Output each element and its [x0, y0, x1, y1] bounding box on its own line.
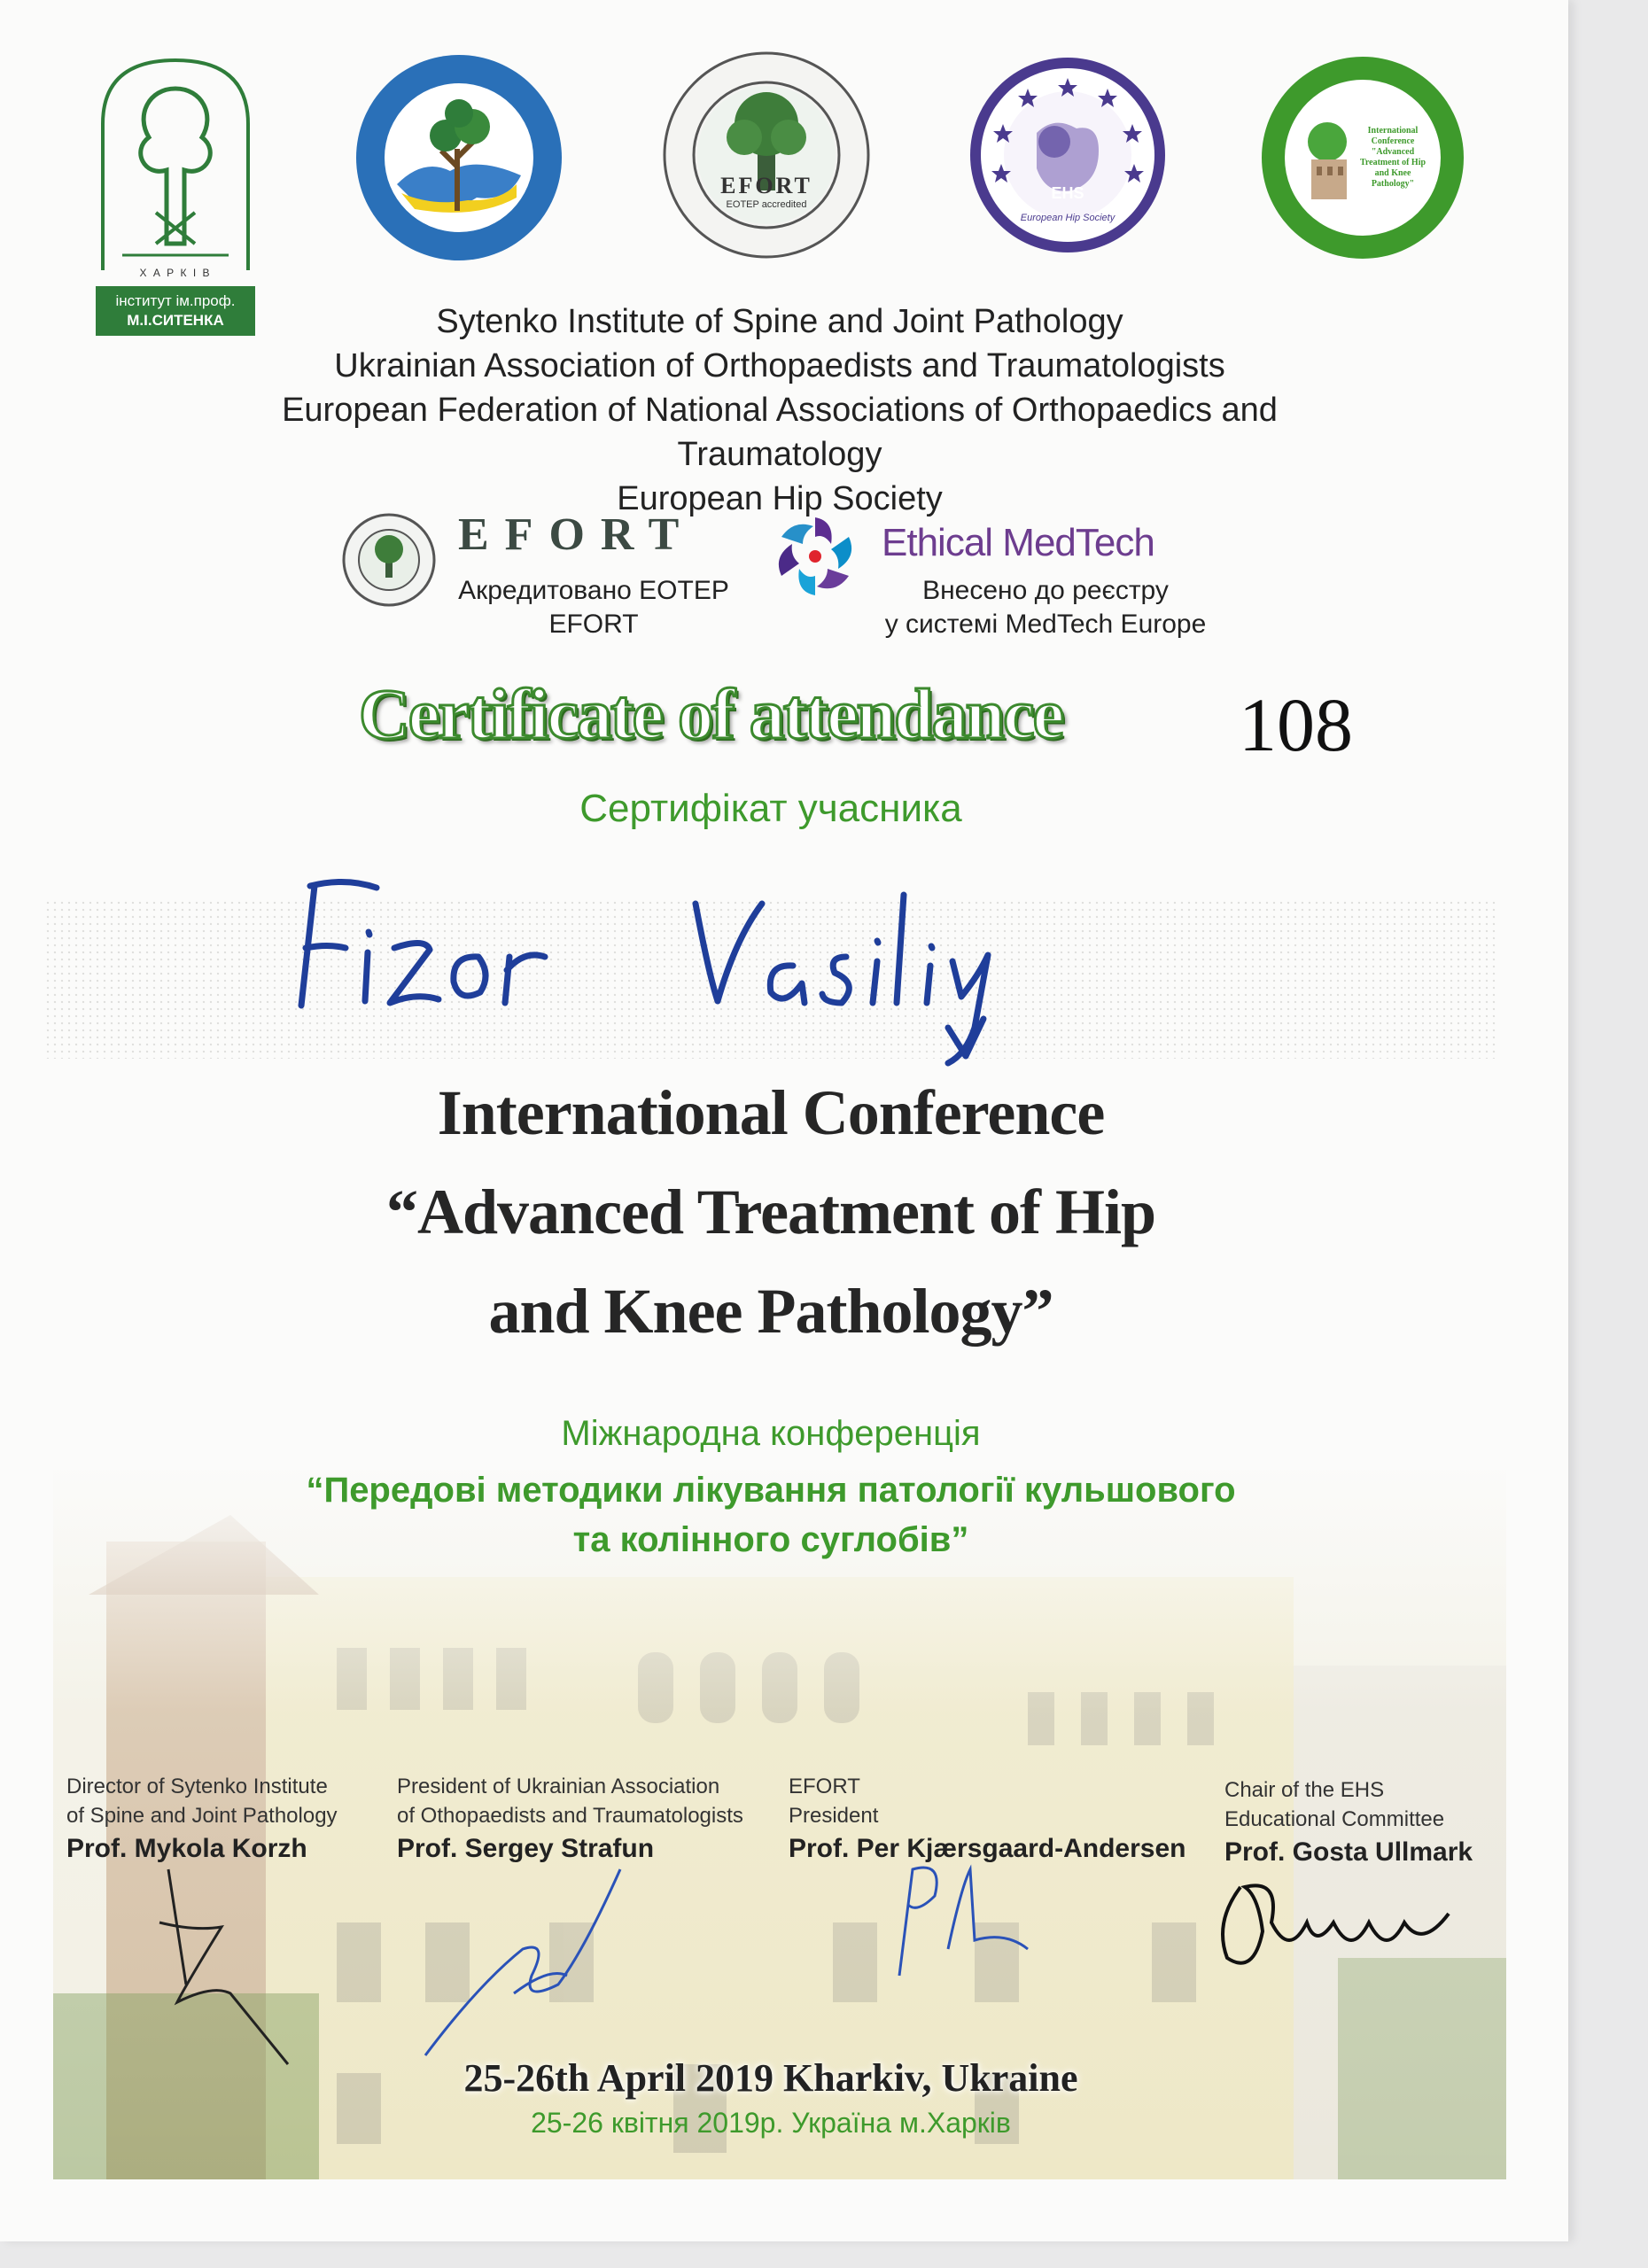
ukraine-map-tree-icon	[353, 51, 565, 264]
signatory-kjaersgaard-andersen	[789, 1772, 1214, 1864]
signatory-role-line1: Director of Sytenko Institute	[66, 1775, 328, 1798]
efort-tree-seal-icon	[660, 49, 873, 261]
conference-title-ua	[0, 1409, 1542, 1565]
sytenko-city: Х А Р К І В	[139, 267, 212, 279]
efort-seal-sub: EOTEP accredited	[726, 199, 807, 210]
participant-handwritten-name	[292, 850, 1090, 1081]
event-date-ua: 25-26 квітня 2019р. Україна м.Харків	[531, 2107, 1011, 2139]
medtech-line2: у системі MedTech Europe	[884, 610, 1207, 639]
efort-accredited-line2: EFORT	[548, 610, 639, 639]
ehs-logo	[966, 53, 1170, 257]
conference-seal-inner: International Conference "Advanced Treatment of Hip and Knee Pathology"	[1359, 126, 1426, 189]
event-date-en: 25-26th April 2019 Kharkiv, Ukraine	[463, 2056, 1078, 2100]
efort-accredited-line1: Акредитовано ЕОТЕР	[458, 576, 729, 605]
signature-kjaersgaard-andersen	[882, 1852, 1041, 1984]
signatory-role-line2: of Spine and Joint Pathology	[66, 1804, 338, 1828]
conference-title-en	[0, 1063, 1542, 1361]
signatory-korzh	[66, 1772, 385, 1864]
signatory-role-line1: Chair of the EHS	[1224, 1778, 1385, 1802]
medtech-line1: Внесено до реєстру	[922, 576, 1169, 605]
uaot-seal-logo	[353, 51, 565, 264]
conference-seal-logo	[1258, 53, 1467, 262]
conference-title-en-line3: and Knee Pathology”	[488, 1276, 1053, 1347]
signatory-role-line1: EFORT	[789, 1775, 860, 1798]
ethical-medtech-badge	[771, 512, 1232, 645]
ehs-word: EHS	[1051, 184, 1084, 202]
signatory-name: Prof. Mykola Korzh	[66, 1834, 307, 1863]
signature-korzh	[133, 1852, 310, 2073]
conference-title-ua-line1: Міжнародна конференція	[561, 1414, 981, 1453]
signatory-name: Prof. Gosta Ullmark	[1224, 1837, 1473, 1867]
efort-seal-logo	[660, 49, 873, 261]
signatory-role-line1: President of Ukrainian Association	[397, 1775, 720, 1798]
signature-ullmark	[1209, 1869, 1475, 1984]
medtech-swirl-icon	[771, 512, 859, 601]
conference-title-ua-line2: “Передові методики лікування патології кульшового	[306, 1471, 1236, 1510]
certificate-title: Certificate of attendance	[359, 676, 1063, 754]
signatory-name: Prof. Per Kjærsgaard-Andersen	[789, 1834, 1186, 1863]
organization-list	[177, 299, 1382, 521]
sytenko-badge-line1: інститут ім.проф.	[115, 292, 236, 309]
medtech-wordmark: Ethical MedTech	[882, 521, 1154, 564]
signatory-role-line2: Educational Committee	[1224, 1807, 1445, 1831]
sytenko-institute-logo	[96, 53, 255, 337]
signatory-role-line2: of Othopaedists and Traumatologists	[397, 1804, 743, 1828]
signatory-ullmark	[1224, 1775, 1508, 1868]
signatory-role-line2: President	[789, 1804, 879, 1828]
signatory-name: Prof. Sergey Strafun	[397, 1834, 655, 1863]
efort-seal-word: EFORT	[720, 173, 812, 198]
efort-accreditation	[341, 509, 784, 645]
efort-small-seal-icon	[341, 512, 437, 608]
sytenko-badge-line2: М.І.СИТЕНКА	[127, 312, 224, 329]
conference-title-en-line1: International Conference	[437, 1077, 1105, 1148]
org-line-sytenko: Sytenko Institute of Spine and Joint Pathology	[436, 303, 1123, 340]
conference-title-en-line2: “Advanced Treatment of Hip	[386, 1177, 1155, 1247]
certificate-subtitle-ua: Сертифікат учасника	[579, 787, 962, 830]
certificate-number: 108	[1239, 682, 1353, 767]
signature-strafun	[408, 1852, 638, 2064]
efort-wordmark: EFORT	[458, 509, 696, 560]
org-line-uaot: Ukrainian Association of Orthopaedists and Traumatologists	[334, 347, 1225, 384]
conference-title-ua-line3: та колінного суглобів”	[572, 1520, 969, 1559]
signatory-strafun	[397, 1772, 769, 1864]
ehs-ring-text: European Hip Society	[1020, 213, 1116, 223]
org-line-efort: European Federation of National Associations of Orthopaedics and Traumatology	[282, 392, 1278, 473]
ehs-hip-stars-icon	[966, 53, 1170, 257]
tree-arch-icon	[96, 53, 255, 275]
org-line-ehs: European Hip Society	[617, 480, 943, 517]
